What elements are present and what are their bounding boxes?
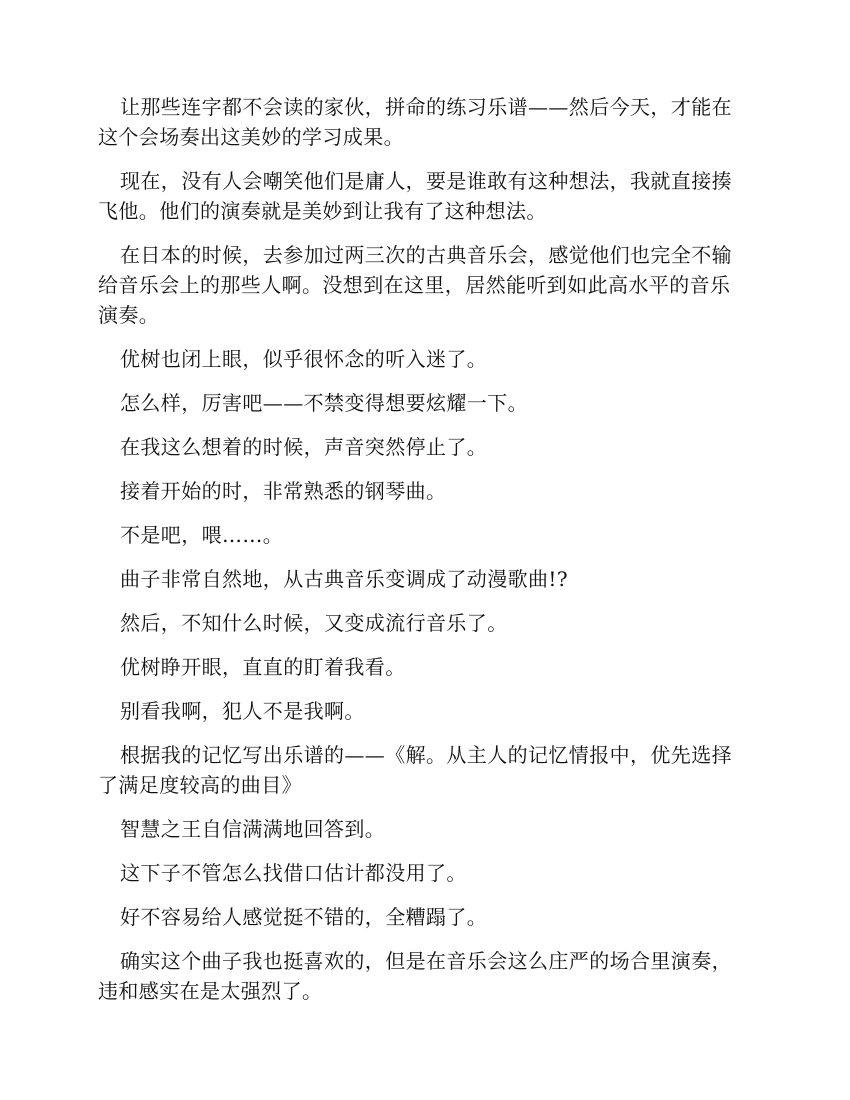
paragraph: 确实这个曲子我也挺喜欢的，但是在音乐会这么庄严的场合里演奏，违和感实在是太强烈了。: [98, 949, 732, 1003]
paragraph: 在日本的时候，去参加过两三次的古典音乐会，感觉他们也完全不输给音乐会上的那些人啊。没想到在这里，居然能听到如此高水平的音乐演奏。: [98, 243, 732, 327]
paragraph: 怎么样，厉害吧——不禁变得想要炫耀一下。: [120, 391, 528, 415]
body-text: [98, 92, 750, 1020]
paragraph: 这下子不管怎么找借口估计都没用了。: [120, 861, 467, 885]
paragraph: 别看我啊，犯人不是我啊。: [120, 699, 365, 723]
paragraph: 根据我的记忆写出乐谱的——《解。从主人的记忆情报中，优先选择了满足度较高的曲目》: [98, 743, 732, 797]
paragraph: 让那些连字都不会读的家伙，拼命的练习乐谱——然后今天，才能在这个会场奏出这美妙的学习成果。: [98, 95, 732, 149]
paragraph: 优树也闭上眼，似乎很怀念的听入迷了。: [120, 347, 488, 371]
paragraph: 优树睁开眼，直直的盯着我看。: [120, 655, 406, 679]
paragraph: 不是吧，喂……。: [120, 523, 284, 547]
paragraph: 现在，没有人会嘲笑他们是庸人，要是谁敢有这种想法，我就直接揍飞他。他们的演奏就是美妙到让我有了这种想法。: [98, 169, 732, 223]
paragraph: 然后，不知什么时候，又变成流行音乐了。: [120, 611, 508, 635]
paragraph: 智慧之王自信满满地回答到。: [120, 817, 386, 841]
paragraph: 好不容易给人感觉挺不错的，全糟蹋了。: [120, 905, 488, 929]
paragraph: 在我这么想着的时候，声音突然停止了。: [120, 435, 488, 459]
paragraph: 接着开始的时，非常熟悉的钢琴曲。: [120, 479, 447, 503]
paragraph: 曲子非常自然地，从古典音乐变调成了动漫歌曲!?: [120, 567, 568, 591]
